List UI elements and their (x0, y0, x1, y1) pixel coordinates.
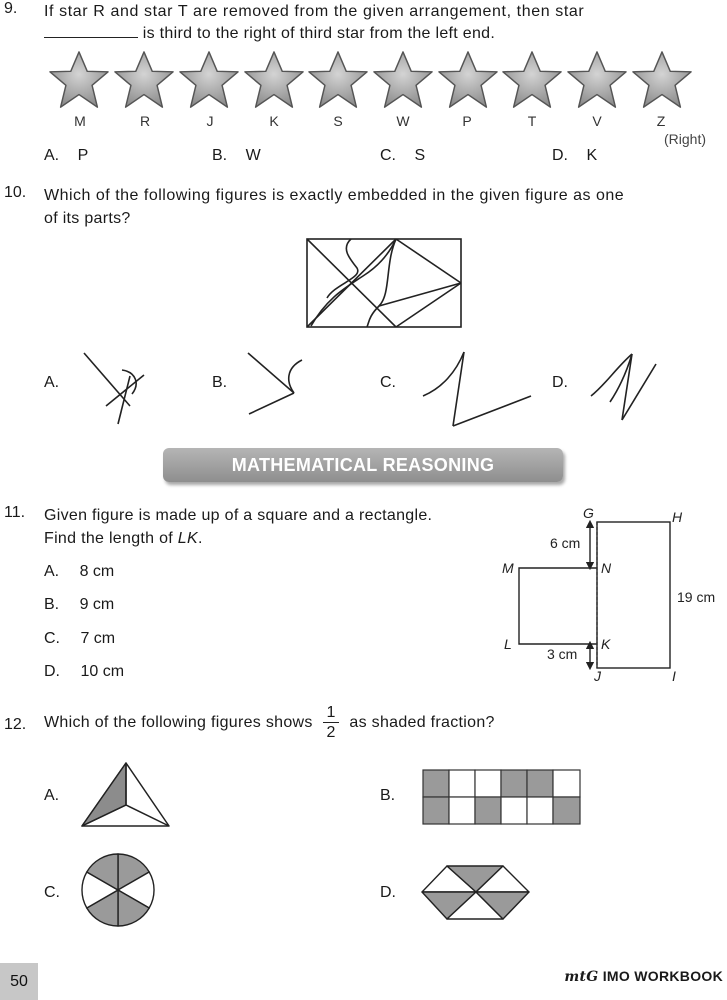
q10-option-c[interactable]: C. (380, 374, 396, 391)
fraction-half (323, 703, 338, 742)
q11-option-c[interactable] (44, 630, 115, 648)
q10-text-line1: Which of the following figures is exactly embedded in the given figure as one (44, 187, 625, 204)
label-l: L (504, 636, 512, 652)
q9-number: 9. (4, 0, 18, 17)
star-label: K (269, 113, 279, 129)
star-s-icon (309, 52, 367, 107)
option-value: S (414, 147, 426, 164)
section-title-bar: MATHEMATICAL REASONING (163, 448, 563, 482)
q11-line2-suffix: . (197, 530, 203, 547)
q10-option-d[interactable]: D. (552, 374, 568, 391)
label-i: I (672, 668, 676, 684)
footer-brand (564, 968, 723, 985)
q9-option-d[interactable] (552, 147, 597, 165)
q12-option-a-triangle[interactable] (80, 760, 172, 830)
q11-text-line2 (44, 527, 203, 551)
option-value: P (77, 147, 89, 164)
option-value: 7 cm (80, 630, 116, 647)
option-value: 10 cm (80, 663, 125, 680)
label-k: K (601, 636, 611, 652)
star-label: Z (656, 113, 666, 129)
q11-number: 11. (4, 504, 26, 521)
star-label: T (527, 113, 537, 129)
option-letter: C. (44, 630, 60, 647)
q10-option-c-figure[interactable] (420, 350, 534, 430)
q10-option-d-figure[interactable] (588, 350, 660, 424)
star-m-icon (50, 52, 108, 107)
q10-given-figure (305, 236, 465, 330)
dim-gn-label: 6 cm (550, 535, 581, 551)
q10-option-b[interactable]: B. (212, 374, 228, 391)
q12-suffix: as shaded fraction? (349, 713, 495, 731)
q11-line2-variable: LK (177, 530, 198, 547)
label-m: M (502, 560, 514, 576)
fraction-numerator: 1 (323, 703, 338, 723)
q11-figure (495, 502, 727, 688)
star-w-icon (374, 52, 432, 107)
answer-blank (44, 23, 138, 38)
option-letter: D. (44, 663, 60, 680)
page-number: 50 (0, 963, 38, 1000)
q12-option-b[interactable]: B. (380, 787, 396, 804)
option-letter: B. (212, 147, 228, 164)
q10-option-b-figure[interactable] (246, 350, 306, 416)
option-value: 9 cm (79, 596, 115, 613)
right-end-label: (Right) (664, 131, 707, 147)
star-label: V (592, 113, 602, 129)
option-letter: A. (44, 147, 60, 164)
star-t-icon (503, 52, 561, 107)
q9-option-b[interactable] (212, 147, 261, 165)
star-row (40, 50, 710, 116)
star-label: R (139, 113, 151, 129)
option-letter: C. (380, 147, 396, 164)
q10-number: 10. (4, 184, 27, 201)
option-letter: D. (552, 147, 568, 164)
q11-option-b[interactable] (44, 596, 114, 614)
star-label: S (333, 113, 343, 129)
q10-option-a-figure[interactable] (76, 348, 156, 428)
q12-option-d-hexagon[interactable] (420, 864, 532, 922)
q9-option-a[interactable] (44, 147, 88, 165)
option-value: K (586, 147, 598, 164)
q11-option-a[interactable] (44, 563, 114, 581)
q11-line2-prefix: Find the length of (44, 530, 178, 547)
q12-option-c[interactable]: C. (44, 884, 60, 901)
star-label: M (74, 113, 86, 129)
q12-option-c-circle[interactable] (80, 852, 156, 928)
q11-text-line1: Given figure is made up of a square and a rectangle. (44, 507, 433, 524)
star-j-icon (180, 52, 238, 107)
star-v-icon (568, 52, 626, 107)
q9-option-c[interactable] (380, 147, 425, 165)
q12-prefix: Which of the following figures shows (44, 713, 313, 731)
q9-text-line2 (44, 22, 495, 46)
footer-title: IMO WORKBOOK (602, 968, 723, 984)
option-value: W (245, 147, 261, 164)
star-label: W (396, 113, 410, 129)
q10-option-a[interactable]: A. (44, 374, 60, 391)
option-letter: A. (44, 563, 60, 580)
star-z-icon (633, 52, 691, 107)
star-label: J (206, 113, 214, 129)
q12-number: 12. (4, 716, 27, 733)
q11-option-d[interactable] (44, 663, 124, 681)
mtg-logo: mtG (564, 969, 599, 985)
q12-option-b-grid[interactable] (422, 769, 583, 827)
option-letter: B. (44, 596, 60, 613)
star-r-icon (115, 52, 173, 107)
q12-option-a[interactable]: A. (44, 787, 60, 804)
q9-text-line1: If star R and star T are removed from the given arrangement, then star (44, 3, 585, 20)
dim-kj-label: 3 cm (547, 646, 578, 662)
q12-text (44, 703, 495, 742)
fraction-denominator: 2 (326, 724, 336, 741)
star-label: P (462, 113, 472, 129)
option-value: 8 cm (79, 563, 115, 580)
q9-line2-text: is third to the right of third star from the left end. (142, 25, 496, 42)
star-k-icon (245, 52, 303, 107)
q10-text-line2: of its parts? (44, 210, 131, 227)
dim-hi-label: 19 cm (677, 589, 716, 605)
label-j: J (594, 668, 601, 684)
label-n: N (601, 560, 612, 576)
label-h: H (672, 509, 683, 525)
label-g: G (583, 505, 594, 521)
star-p-icon (439, 52, 497, 107)
q12-option-d[interactable]: D. (380, 884, 396, 901)
